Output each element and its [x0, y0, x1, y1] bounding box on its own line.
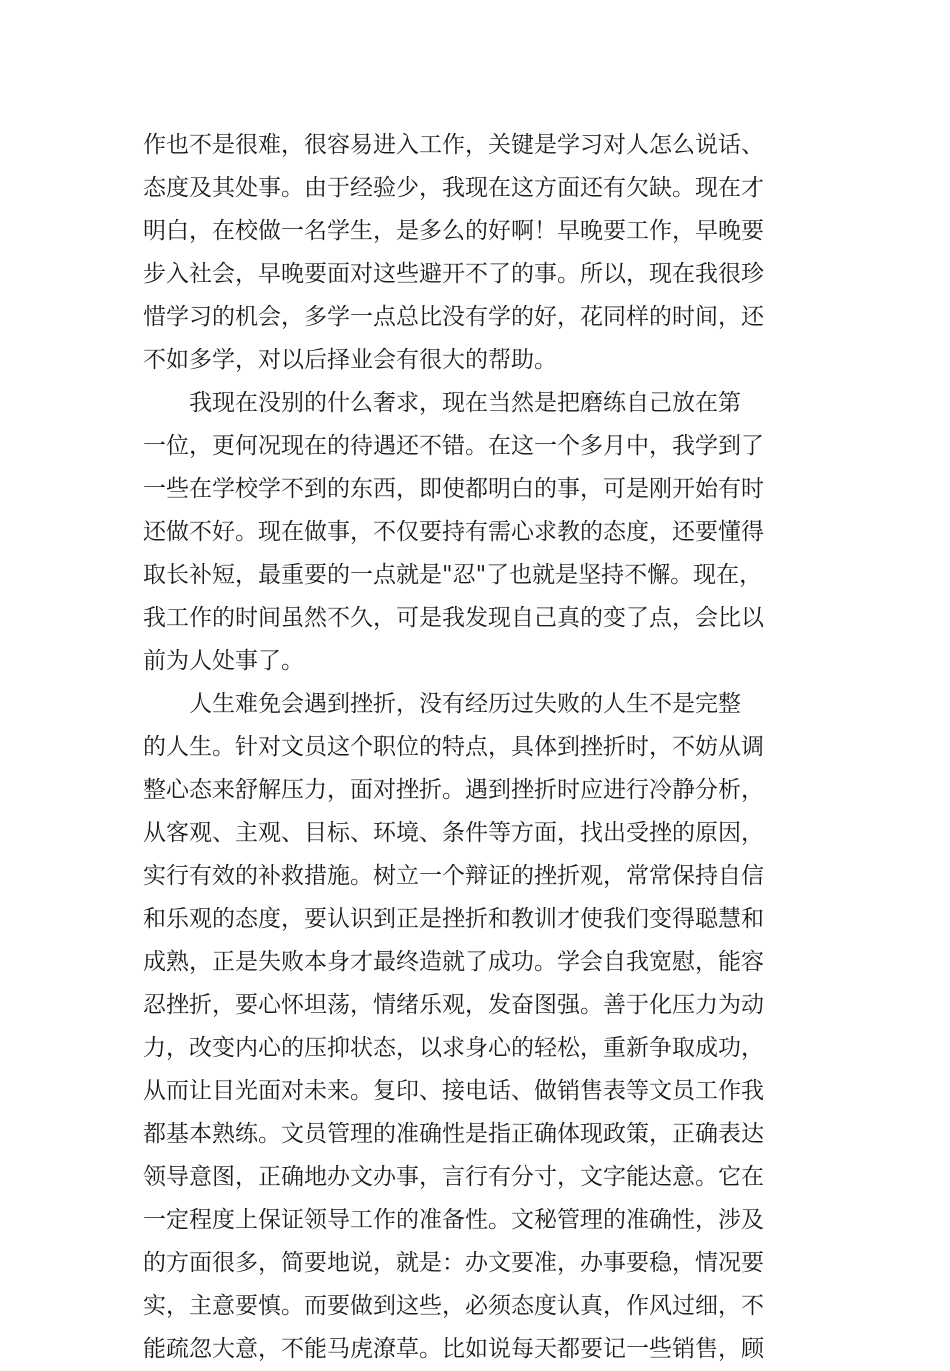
paragraph-3	[143, 683, 793, 1371]
text-line: 一定程度上保证领导工作的准备性。文秘管理的准确性，涉及	[143, 1207, 764, 1233]
paragraph-1	[143, 124, 793, 382]
text-line: 我现在没别的什么奢求，现在当然是把磨练自己放在第	[189, 390, 741, 416]
text-line: 一些在学校学不到的东西，即使都明白的事，可是刚开始有时	[143, 476, 764, 502]
text-line: 能疏忽大意，不能马虎潦草。比如说每天都要记一些销售，顾	[143, 1336, 764, 1362]
text-line: 步入社会，早晚要面对这些避开不了的事。所以，现在我很珍	[143, 261, 764, 287]
text-line: 一位，更何况现在的待遇还不错。在这一个多月中，我学到了	[143, 433, 764, 459]
text-line: 态度及其处事。由于经验少，我现在这方面还有欠缺。现在才	[143, 175, 764, 201]
text-line: 和乐观的态度，要认识到正是挫折和教训才使我们变得聪慧和	[143, 906, 764, 932]
text-line: 我工作的时间虽然不久，可是我发现自己真的变了点，会比以	[143, 605, 764, 631]
paragraph-2	[143, 382, 793, 683]
text-line: 成熟，正是失败本身才最终造就了成功。学会自我宽慰，能容	[143, 949, 764, 975]
text-line: 整心态来舒解压力，面对挫折。遇到挫折时应进行冷静分析，	[143, 777, 764, 803]
document-body	[143, 124, 793, 1371]
text-line: 都基本熟练。文员管理的准确性是指正确体现政策，正确表达	[143, 1121, 764, 1147]
text-line: 还做不好。现在做事，不仅要持有需心求教的态度，还要懂得	[143, 519, 764, 545]
text-line: 实行有效的补救措施。树立一个辩证的挫折观，常常保持自信	[143, 863, 764, 889]
text-line: 力，改变内心的压抑状态，以求身心的轻松，重新争取成功，	[143, 1035, 764, 1061]
text-line: 忍挫折，要心怀坦荡，情绪乐观，发奋图强。善于化压力为动	[143, 992, 764, 1018]
text-line: 惜学习的机会，多学一点总比没有学的好，花同样的时间，还	[143, 304, 764, 330]
text-line: 不如多学，对以后择业会有很大的帮助。	[143, 347, 557, 373]
text-line: 人生难免会遇到挫折，没有经历过失败的人生不是完整	[189, 691, 741, 717]
text-line: 从而让目光面对未来。复印、接电话、做销售表等文员工作我	[143, 1078, 764, 1104]
text-line: 作也不是很难，很容易进入工作，关键是学习对人怎么说话、	[143, 132, 764, 158]
text-line: 实，主意要慎。而要做到这些，必须态度认真，作风过细，不	[143, 1293, 764, 1319]
text-line: 领导意图，正确地办文办事，言行有分寸，文字能达意。它在	[143, 1164, 764, 1190]
text-line: 的方面很多，简要地说，就是：办文要准，办事要稳，情况要	[143, 1250, 764, 1276]
text-line: 前为人处事了。	[143, 648, 304, 674]
text-line: 的人生。针对文员这个职位的特点，具体到挫折时，不妨从调	[143, 734, 764, 760]
text-line: 明白，在校做一名学生，是多么的好啊！早晚要工作，早晚要	[143, 218, 764, 244]
text-line: 从客观、主观、目标、环境、条件等方面，找出受挫的原因，	[143, 820, 764, 846]
text-line: 取长补短，最重要的一点就是"忍"了也就是坚持不懈。现在，	[143, 562, 763, 588]
